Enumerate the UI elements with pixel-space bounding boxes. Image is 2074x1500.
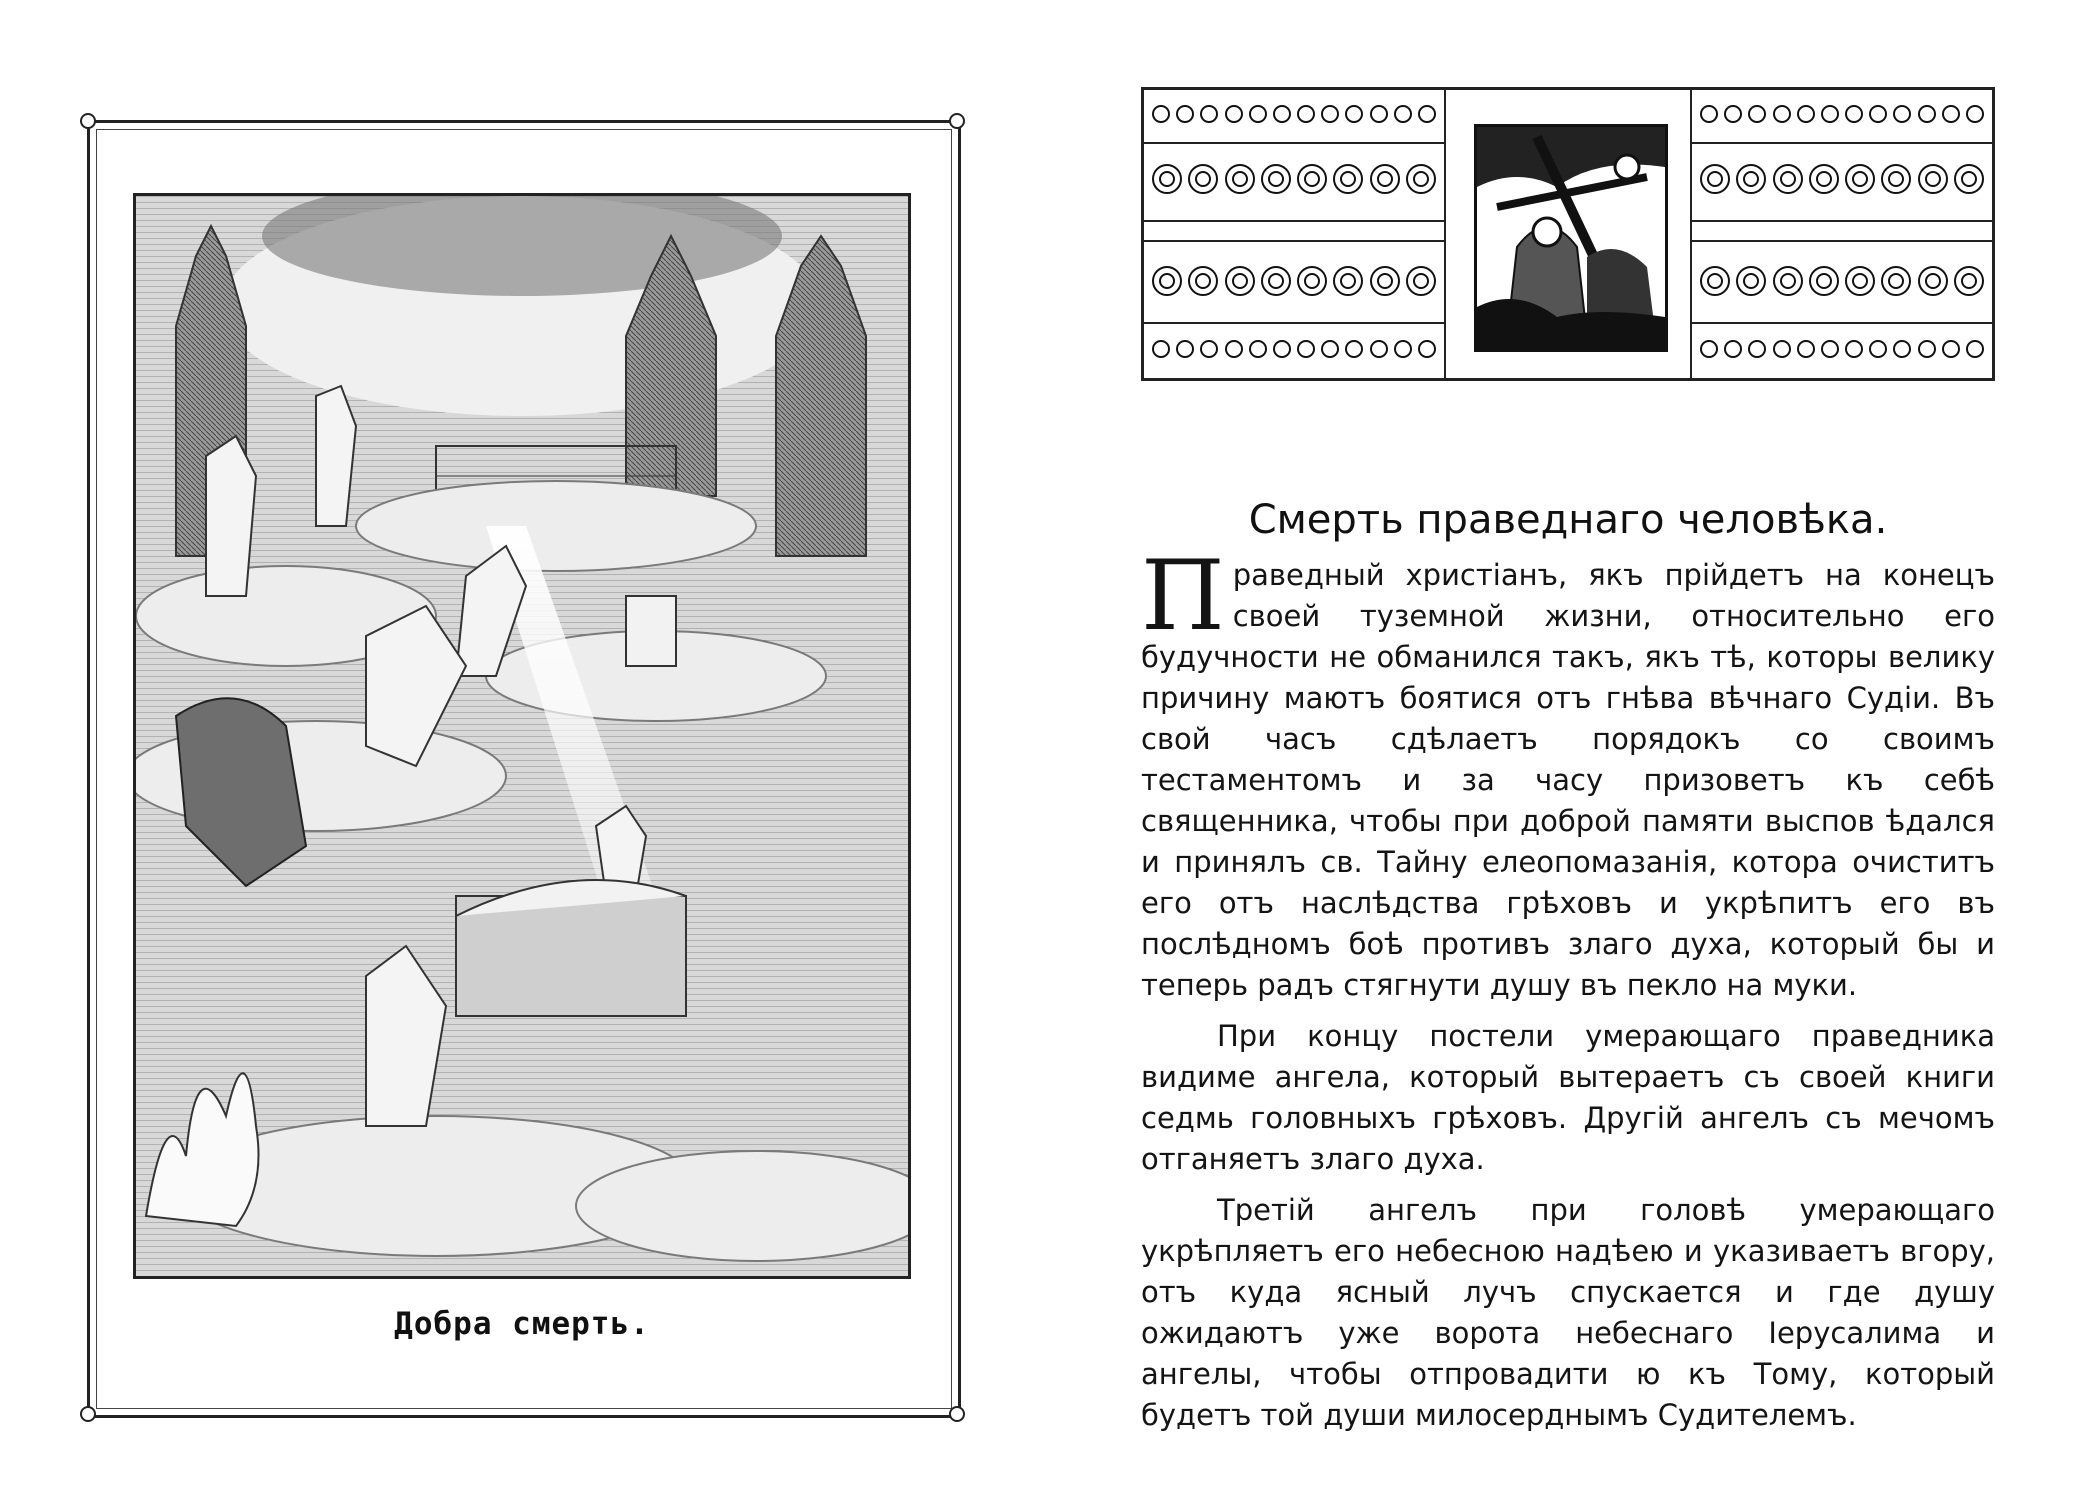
frame-corner-bottom-left [80, 1406, 96, 1422]
crucifixion-vignette-icon [1474, 124, 1668, 352]
plate-caption: Добра смерть. [394, 1306, 650, 1342]
frame-corner-top-left [80, 113, 96, 129]
ring-band-ornament [1141, 87, 1995, 381]
paragraph-2 [1141, 1016, 1995, 1180]
body-text [1141, 540, 1995, 1446]
headpiece-right-panel [1690, 90, 1992, 378]
chapter-title: Смерть праведнаго человѣка. [1248, 496, 1888, 543]
frame-corner-bottom-right [949, 1406, 965, 1422]
paragraph-2-text: При концу постели умерающаго праведника видиме ангела, который вытераетъ съ своей книги седмь головныхъ грѣховъ. Другій ангелъ съ мечомъ отганяетъ злаго духа. [1141, 1019, 1995, 1176]
frame-corner-top-right [949, 113, 965, 129]
paragraph-3 [1141, 1190, 1995, 1436]
paragraph-1 [1141, 540, 1995, 1006]
engraving-illustration [133, 193, 911, 1279]
paragraph-1-text: раведный христіанъ, якъ прійдетъ на конецъ своей туземной жизни, относительно его будучности не обманился такъ, якъ тѣ, которы велику причину маютъ боятися отъ гнѣва вѣчнаго Судіи. Въ свой часъ сдѣлаетъ порядокъ со своимъ тестаментомъ и за часу призоветъ къ себѣ священника, чтобы при доброй памяти выспов ѣдался и принялъ св. Тайну елеопомазанія, котора очиститъ его отъ наслѣдства грѣховъ и укрѣпитъ его въ послѣдномъ боѣ противъ злаго духа, который бы и теперь радъ стягнути душу въ пекло на муки. [1141, 558, 1995, 1002]
engraving-illustration-icon [136, 196, 908, 1276]
paragraph-3-text: Третій ангелъ при головѣ умерающаго укрѣпляетъ его небесною надѣею и указиваетъ вгору, отъ куда ясный лучъ спускается и где душу ожидаютъ уже ворота небеснаго Іерусалима и ангелы, чтобы отпровадити ю къ Тому, который будетъ той души милосерднымъ Судителемъ. [1141, 1193, 1995, 1432]
drop-cap: П [1141, 540, 1225, 652]
headpiece-left-panel [1144, 90, 1446, 378]
